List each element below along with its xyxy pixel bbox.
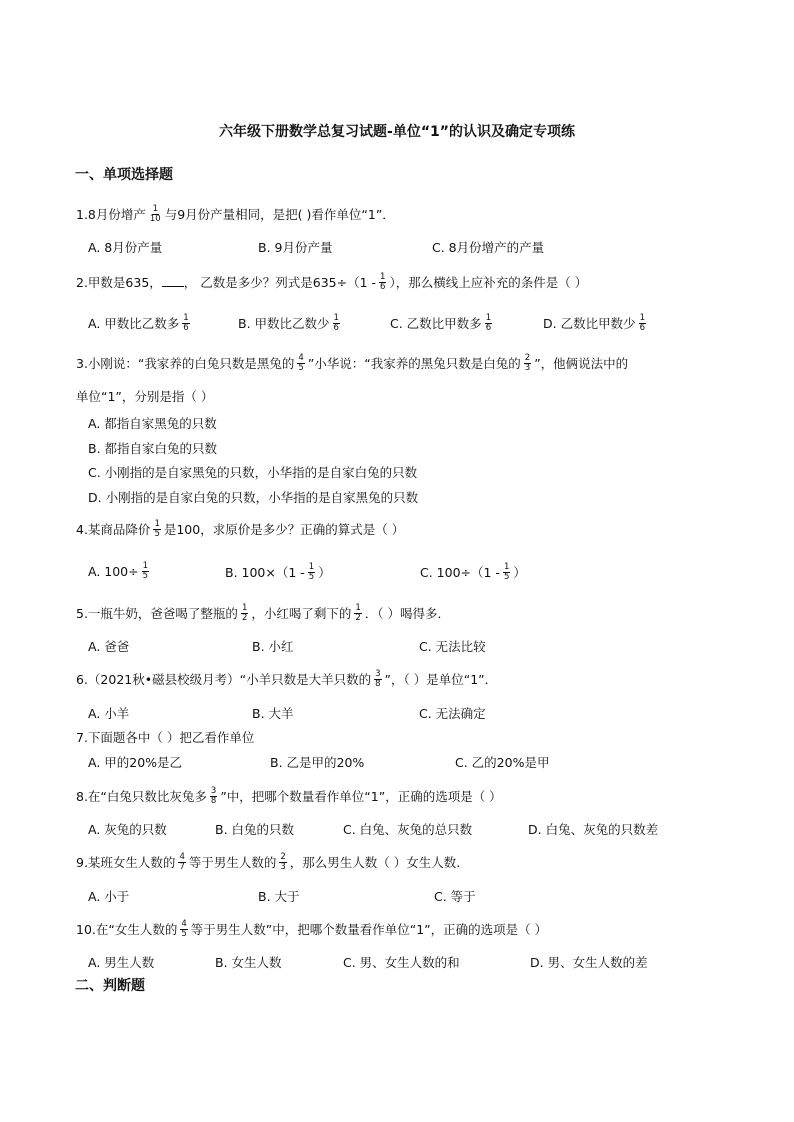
answer-blank[interactable] [162, 276, 184, 287]
question-1: 1.8月份增产 $\frac{1}{10}$ 与9月份产量相同，是把( )看作单位“1”． [76, 204, 395, 224]
q9-option-a[interactable]: A. 小于 [88, 889, 130, 904]
page-title: 六年级下册数学总复习试题-单位“1”的认识及确定专项练 [219, 124, 575, 140]
q3-option-a[interactable]: A. 都指自家黑兔的只数 [88, 416, 217, 431]
q8-option-c[interactable]: C. 白兔、灰兔的总只数 [343, 822, 473, 837]
q1-option-c[interactable]: C. 8月份增产的产量 [432, 240, 545, 255]
fraction: $\frac{1}{10}$ [149, 204, 161, 224]
question-7: 7.下面题各中（ ）把乙看作单位 [76, 730, 255, 745]
question-9: 9.某班女生人数的 $\frac{4}{7}$ 等于男生人数的 $\frac{2}{3}$ ，那么男生人数（ ）女生人数. [76, 852, 461, 872]
q5-option-c[interactable]: C. 无法比较 [419, 639, 486, 654]
question-6: 6.（2021秋•磁县校级月考）“小羊只数是大羊只数的 $\frac{3}{8}$ ”，（ ）是单位“1”． [76, 669, 498, 689]
q10-option-b[interactable]: B. 女生人数 [215, 955, 282, 970]
q3-option-c[interactable]: C. 小刚指的是自家黑兔的只数，小华指的是自家白兔的只数 [88, 465, 418, 480]
q7-option-b[interactable]: B. 乙是甲的20% [270, 755, 365, 770]
q10-option-a[interactable]: A. 男生人数 [88, 955, 155, 970]
q9-option-c[interactable]: C. 等于 [434, 889, 476, 904]
q2-option-a[interactable]: A. 甲数比乙数多 $\frac{1}{6}$ [88, 313, 189, 333]
q10-option-d[interactable]: D. 男、女生人数的差 [530, 955, 648, 970]
question-5: 5.一瓶牛奶，爸爸喝了整瓶的 $\frac{1}{2}$ ，小红喝了剩下的 $\frac{1}{2}$ ．（ ）喝得多． [76, 603, 451, 623]
q6-option-b[interactable]: B. 大羊 [252, 706, 294, 721]
q6-option-c[interactable]: C. 无法确定 [419, 706, 486, 721]
question-4: 4.某商品降价 $\frac{1}{5}$ 是100，求原价是多少？正确的算式是（ ） [76, 519, 405, 539]
q4-option-c[interactable]: C. 100÷（1 - $\frac{1}{5}$ ） [420, 562, 526, 582]
q8-option-d[interactable]: D. 白兔、灰兔的只数差 [528, 822, 659, 837]
q8-option-b[interactable]: B. 白兔的只数 [215, 822, 295, 837]
q3-option-d[interactable]: D. 小刚指的是自家白兔的只数，小华指的是自家黑兔的只数 [88, 490, 419, 505]
q4-option-b[interactable]: B. 100×（1 - $\frac{1}{5}$ ） [225, 562, 331, 582]
question-3-line-2: 单位“1”，分别是指（ ） [76, 389, 214, 404]
q1-option-b[interactable]: B. 9月份产量 [258, 240, 333, 255]
q4-option-a[interactable]: A. 100÷ $\frac{1}{5}$ [88, 561, 149, 581]
q1-option-a[interactable]: A. 8月份产量 [88, 240, 163, 255]
q10-option-c[interactable]: C. 男、女生人数的和 [343, 955, 460, 970]
q8-option-a[interactable]: A. 灰兔的只数 [88, 822, 167, 837]
q6-option-a[interactable]: A. 小羊 [88, 706, 130, 721]
section-heading-single-choice: 一、单项选择题 [75, 167, 173, 183]
q5-option-b[interactable]: B. 小红 [252, 639, 294, 654]
question-3: 3.小刚说：“我家养的白兔只数是黑兔的 $\frac{4}{5}$ ”小华说：“我家养的黑兔只数是白兔的 $\frac{2}{3}$ ”，他俩说法中的 [76, 353, 629, 373]
section-heading-true-false: 二、判断题 [75, 978, 145, 994]
q7-option-a[interactable]: A. 甲的20%是乙 [88, 755, 183, 770]
q7-option-c[interactable]: C. 乙的20%是甲 [455, 755, 550, 770]
q2-option-b[interactable]: B. 甲数比乙数少 $\frac{1}{6}$ [238, 313, 339, 333]
fraction: $\frac{1}{6}$ [380, 272, 386, 292]
question-2: 2.甲数是635， ， 乙数是多少？列式是635÷（1 - $\frac{1}{6}$ ），那么横线上应补充的条件是（ ） [76, 272, 588, 292]
q2-option-c[interactable]: C. 乙数比甲数多 $\frac{1}{6}$ [390, 313, 492, 333]
question-8: 8.在“白兔只数比灰兔多 $\frac{3}{8}$ ”中，把哪个数量看作单位“1”，正确的选项是（ ） [76, 786, 502, 806]
q2-option-d[interactable]: D. 乙数比甲数少 $\frac{1}{6}$ [543, 313, 645, 333]
question-10: 10.在“女生人数的 $\frac{4}{5}$ 等于男生人数”中，把哪个数量看作单位“1”，正确的选项是（ ） [76, 919, 548, 939]
q3-option-b[interactable]: B. 都指自家白兔的只数 [88, 441, 218, 456]
q9-option-b[interactable]: B. 大于 [258, 889, 300, 904]
q5-option-a[interactable]: A. 爸爸 [88, 639, 130, 654]
